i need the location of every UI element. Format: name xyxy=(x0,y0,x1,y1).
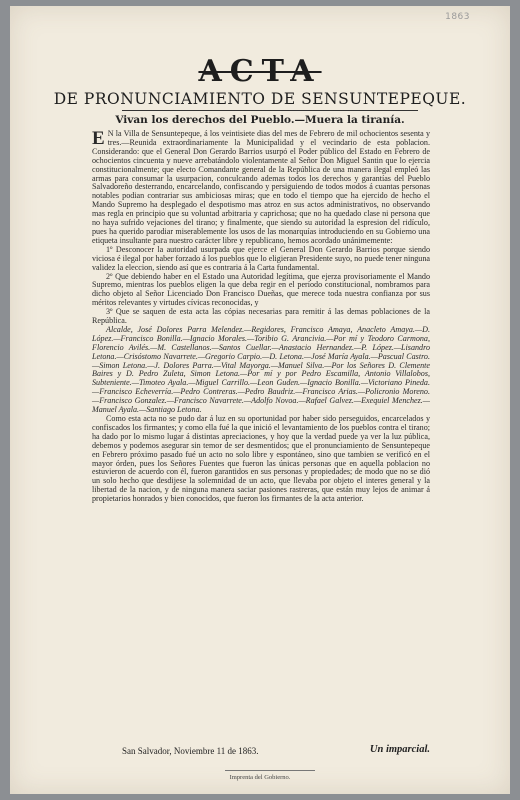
document-title: ACTA xyxy=(198,54,322,89)
paragraph-resolution-2: 2º Que debiendo haber en el Estado una Autoridad legítima, que ejerza provisoriamente el Mando Supremo, mientras los pueblos eligen la que deba regir en el período constitucional, nombramos para dicho objeto al Señor Licenciado Don Francisco Dueñas, que merece toda nuestra confianza por sus méritos relevantes y virtudes cívicas reconocidas, y xyxy=(92,271,430,308)
paragraph-resolution-1: 1º Desconocer la autoridad usurpada que ejerce el General Don Gerardo Barrios porque siendo viciosa é ilegal por haber forzado á los pueblos que lo eligieran Presidente suyo, no puede tener ninguna validez la eleccion, siendo así que es contraria á la Carta fundamental. xyxy=(92,244,430,272)
place-date: San Salvador, Noviembre 11 de 1863. xyxy=(122,746,259,756)
pencil-note: 1863 xyxy=(445,12,470,22)
preamble-text: N la Villa de Sensuntepeque, á los veintisiete dias del mes de Febrero de mil ochocientos sesenta y tres.—Reunida extraordinariamente la Municipalidad y el vecindario de esta poblacion. Considerando: que el General Don Gerardo Barrios usurpó el Poder público del Estado en Febrero de ochocientos cincuenta y nueve arrebatándolo violentamente al Señor Don Miguel Santin que lo ejercia constitucionalmente; que electo Comandante general de la República de una manera ilegal empleó las armas para consumar la usurpacion, conculcando ademas todos los derechos y garantías del Pueblo Salvadoreño desterrando, encarcelando, confiscando y persiguiendo de todos modos á cuantas personas notables podian contrariar sus ambiciosas miras; que en todo el tiempo que ha ejercido de hecho el Mando Supremo ha desplegado el despotismo mas atroz en sus actos administrativos, no observando mas regla en principio que su voluntad arbitraria y caprichosa; que no ha quedado clase ni persona que no haya sufrido vejaciones del tirano; y finalmente, que siendo su autoridad la espresion del ridículo, pues ha querido parodiar miserablemente los usos de las monarquías introduciendo en su Gobierno una etiqueta insultante para nuestro carácter libre y republicano, hemos acordado unánimemente: xyxy=(92,129,430,245)
slogan: Vivan los derechos del Pueblo.—Muera la tiranía. xyxy=(115,114,405,126)
printer-imprint: Imprenta del Gobierno. xyxy=(229,774,291,781)
document-body xyxy=(92,130,430,504)
document-subtitle: DE PRONUNCIAMIENTO DE SENSUNTEPEQUE. xyxy=(53,90,467,108)
closing-paragraph: Como esta acta no se pudo dar á luz en su oportunidad por haber sido perseguidos, encarcelados y confiscados los firmantes; y como ella fué la que inició el levantamiento de los pueblos contra el tirano; ha dado por lo mismo lugar á distintas apreciaciones, y hoy que la verdad puede ya ver la luz pública, debemos y podemos asegurar sin temor de ser desmentidos; que el pronunciamiento de Sensuntepeque en Febrero próximo pasado fué un acto no solo libre y espontáneo, sino que tambien se verificó en el mayor órden, pues los Señores Fuentes que fueron las únicas personas que en aquella poblacion no estuvieron de acuerdo con él, fueron garantidos en sus personas y propiedades; de modo que no se dió un solo hecho que desdijese la solemnidad de un acto, que llevaba por objeto el interes general y la libertad de la nacion, y de ninguna manera saciar pasiones rastreras, que están muy lejos de animar á propietarios honrados y bien conocidos, que fueron los firmantes de la acta anterior. xyxy=(92,414,430,504)
subtitle-rule xyxy=(122,110,418,111)
drop-cap: E xyxy=(92,128,105,149)
paragraph-preamble xyxy=(92,130,430,246)
signatures-paragraph: Alcalde, José Dolores Parra Melendez.—Regidores, Francisco Amaya, Anacleto Amaya.—D. López.—Francisco Bonilla.—Ignacio Morales.—Toribio G. Arancivia.—Por mí y Teodoro Carmona, Florencio Avilés.—M. Castellanos.—Santos Cuellar.—Anastacio Hernandez.—P. López.—Lisandro Letona.—Crisóstomo Navarrete.—Gregorio Carpio.—D. Letona.—José María Ayala.—Pascual Castro.—Simon Letona.—J. Dolores Parra.—Vital Mayorga.—Manuel Silva.—Por los Señores D. Clemente Baires y D. Pedro Zuleta, Simon Letona.—Por mí y por Pedro Escamilla, Antonio Villalobos, Subteniente.—Timoteo Ayala.—Miguel Carrillo.—Leon Guden.—Ignacio Bonilla.—Victoriano Pineda.—Francisco Echeverría.—Pedro Contreras.—Pedro Baudriz.—Francisco Arias.—Policronio Moreno.—Francisco Gonzalez.—Francisco Navarrete.—Adolfo Novoa.—Rafael Galvez.—Exequiel Menchez.—Manuel Ayala.—Santiago Letona. xyxy=(92,324,430,415)
paragraph-resolution-3: 3º Que se saquen de esta acta las cópias necesarias para remitir á las demas poblaciones de la República. xyxy=(92,307,430,326)
printer-rule xyxy=(225,770,315,771)
document-sheet xyxy=(10,6,510,794)
document-footer xyxy=(92,746,430,756)
author-signature: Un imparcial. xyxy=(369,744,430,755)
